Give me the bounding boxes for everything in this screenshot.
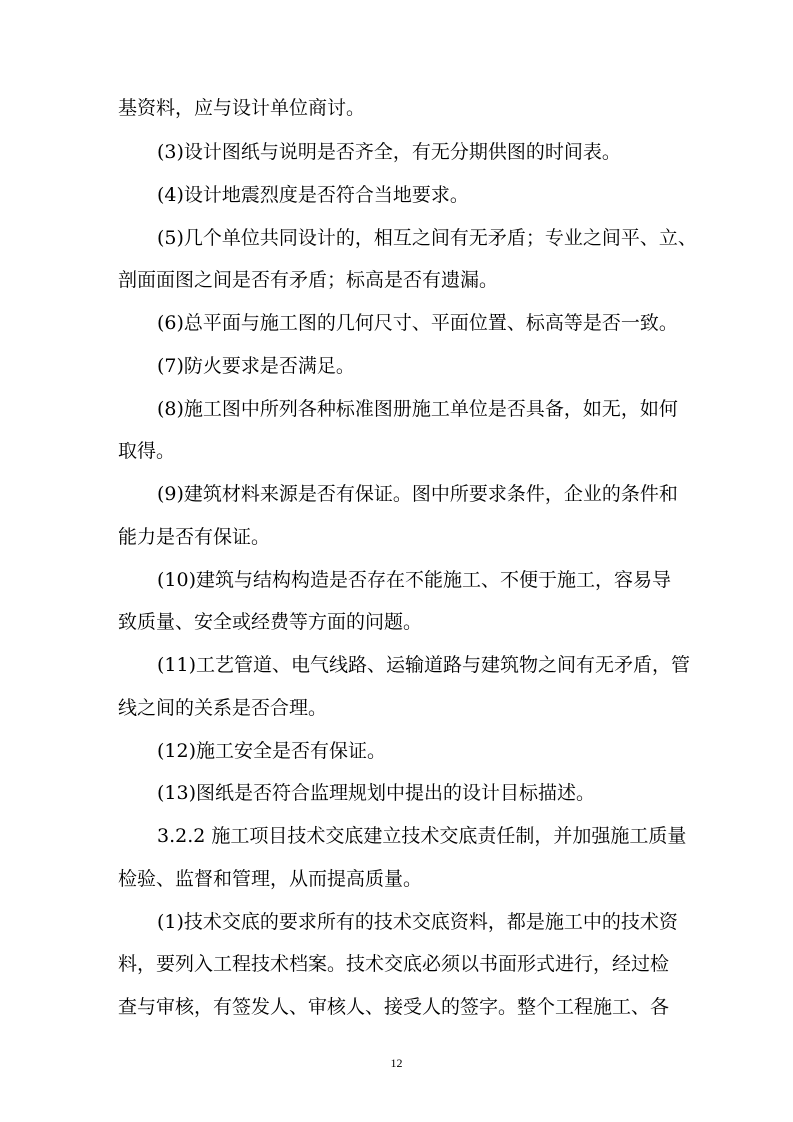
page-number: 12	[390, 1056, 403, 1070]
text-line: (4)设计地震烈度是否符合当地要求。	[157, 184, 469, 206]
text-line: (10)建筑与结构构造是否存在不能施工、不便于施工，容易导	[157, 569, 672, 591]
text-line: (8)施工图中所列各种标准图册施工单位是否具备，如无，如何	[157, 398, 678, 420]
text-line: (6)总平面与施工图的几何尺寸、平面位置、标高等是否一致。	[157, 312, 678, 334]
text-line: 剖面面图之间是否有矛盾；标高是否有遗漏。	[118, 269, 499, 291]
text-line: 致质量、安全或经费等方面的问题。	[118, 611, 423, 633]
text-line: (7)防火要求是否满足。	[157, 355, 355, 377]
text-line: (11)工艺管道、电气线路、运输道路与建筑物之间有无矛盾，管	[157, 654, 691, 676]
text-line: (5)几个单位共同设计的，相互之间有无矛盾；专业之间平、立、	[157, 227, 697, 249]
text-line: 线之间的关系是否合理。	[118, 697, 328, 719]
text-line: (9)建筑材料来源是否有保证。图中所要求条件，企业的条件和	[157, 483, 678, 505]
text-line: 查与审核，有签发人、审核人、接受人的签字。整个工程施工、各	[118, 996, 670, 1018]
text-line: 检验、监督和管理，从而提高质量。	[118, 868, 423, 890]
text-line: (1)技术交底的要求所有的技术交底资料，都是施工中的技术资	[157, 911, 678, 933]
text-line: (3)设计图纸与说明是否齐全，有无分期供图的时间表。	[157, 141, 621, 163]
text-line: (13)图纸是否符合监理规划中提出的设计目标描述。	[157, 782, 596, 804]
text-line: (12)施工安全是否有保证。	[157, 740, 387, 762]
section-heading-line: 3.2.2 施工项目技术交底建立技术交底责任制，并加强施工质量	[157, 825, 687, 847]
text-line: 料，要列入工程技术档案。技术交底必须以书面形式进行，经过检	[118, 953, 670, 975]
text-line: 基资料，应与设计单位商讨。	[118, 97, 366, 119]
text-line: 取得。	[118, 440, 176, 462]
text-line: 能力是否有保证。	[118, 526, 271, 548]
